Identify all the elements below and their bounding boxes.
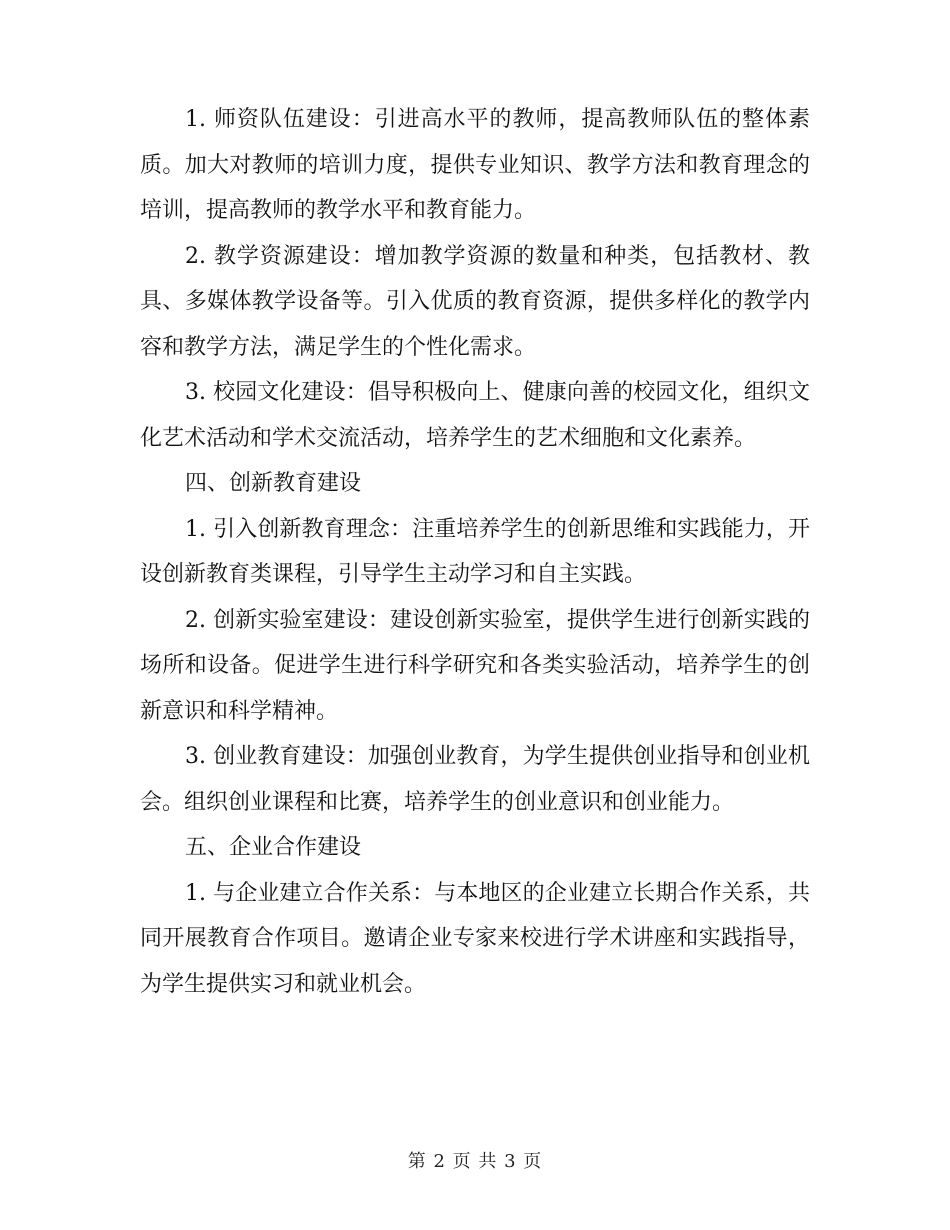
document-body xyxy=(140,97,810,1007)
page-number-footer: 第 2 页 共 3 页 xyxy=(407,1151,543,1172)
paragraph-campus-culture: 3. 校园文化建设：倡导积极向上、健康向善的校园文化，组织文化艺术活动和学术交流活动，培养学生的艺术细胞和文化素养。 xyxy=(140,380,810,451)
paragraph-innovation-concept: 1. 引入创新教育理念：注重培养学生的创新思维和实践能力，开设创新教育类课程，引导学生主动学习和自主实践。 xyxy=(140,516,810,587)
paragraph-entrepreneurship: 3. 创业教育建设：加强创业教育，为学生提供创业指导和创业机会。组织创业课程和比赛，培养学生的创业意识和创业能力。 xyxy=(140,744,810,815)
section-heading-enterprise: 五、企业合作建设 xyxy=(185,835,362,860)
paragraph-teacher-team: 1. 师资队伍建设：引进高水平的教师，提高教师队伍的整体素质。加大对教师的培训力度，提供专业知识、教学方法和教育理念的培训，提高教师的教学水平和教育能力。 xyxy=(140,107,810,223)
section-heading-innovation: 四、创新教育建设 xyxy=(185,471,362,496)
paragraph-innovation-lab: 2. 创新实验室建设：建设创新实验室，提供学生进行创新实践的场所和设备。促进学生进行科学研究和各类实验活动，培养学生的创新意识和科学精神。 xyxy=(140,607,810,724)
paragraph-enterprise-partnership: 1. 与企业建立合作关系：与本地区的企业建立长期合作关系，共同开展教育合作项目。邀请企业专家来校进行学术讲座和实践指导，为学生提供实习和就业机会。 xyxy=(140,880,810,997)
paragraph-teaching-resources: 2. 教学资源建设：增加教学资源的数量和种类，包括教材、教具、多媒体教学设备等。引入优质的教育资源，提供多样化的教学内容和教学方法，满足学生的个性化需求。 xyxy=(140,243,810,360)
